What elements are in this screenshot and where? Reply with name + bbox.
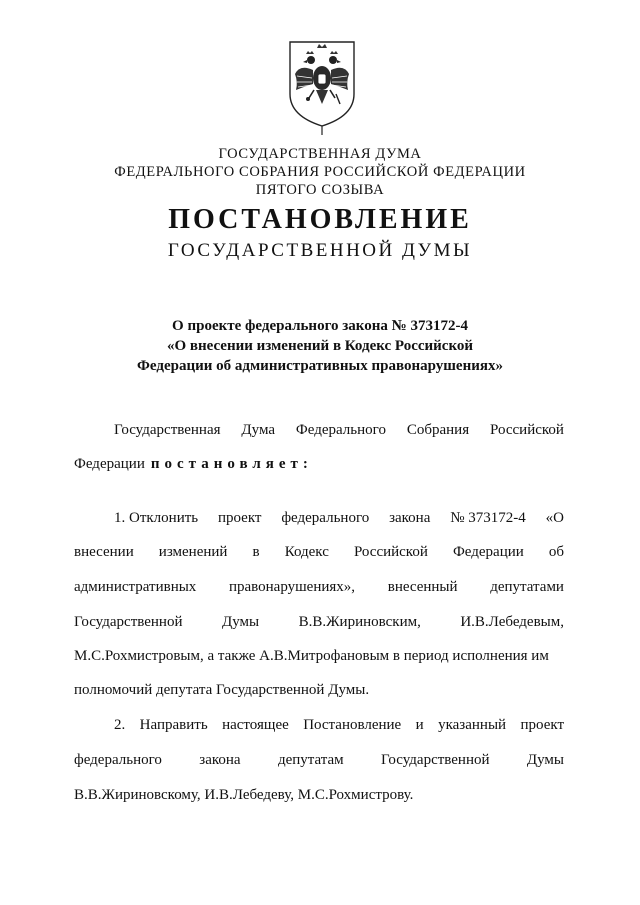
preamble-word: Государственная (114, 422, 221, 438)
document-title: ПОСТАНОВЛЕНИЕ (168, 204, 472, 235)
item1-word: проект (217, 510, 262, 526)
item1-word: изменений (158, 544, 228, 560)
item1-word: № 373172-4 (450, 510, 526, 526)
header-line-duma: ГОСУДАРСТВЕННАЯ ДУМА (218, 146, 422, 162)
item1-word: закона (389, 510, 431, 526)
item2-line-1 (114, 717, 564, 734)
preamble-line-2 (74, 456, 564, 473)
item1-word: Думы (221, 614, 260, 630)
item1-word: внесении (74, 544, 134, 560)
decree-word: постановляет: (150, 456, 313, 472)
item2-word: указанный (438, 717, 507, 733)
item1-word: правонарушениях», (228, 579, 356, 595)
item2-line-3: В.В.Жириновскому, И.В.Лебедеву, М.С.Рохмистрову. (74, 787, 414, 803)
item2-word: федерального (74, 752, 162, 768)
double-headed-eagle-coat-of-arms-icon (284, 38, 360, 138)
item1-line-3 (74, 579, 564, 596)
item1-word: административных (74, 579, 197, 595)
item1-word: Российской (353, 544, 428, 560)
item2-word: настоящее (222, 717, 289, 733)
item1-word: «О (545, 510, 564, 526)
header-line-convocation: ПЯТОГО СОЗЫВА (255, 182, 385, 198)
subject-line-2: «О внесении изменений в Кодекс Российской (166, 338, 474, 354)
item2-word: 2. (114, 717, 126, 733)
preamble-word: Федерального (295, 422, 386, 438)
preamble-line-1 (114, 422, 564, 439)
item1-word: федерального (281, 510, 370, 526)
item1-line-5: М.С.Рохмистровым, а также А.В.Митрофановым в период исполнения им (74, 648, 549, 664)
item2-word: Постановление (303, 717, 402, 733)
item1-line-6: полномочий депутата Государственной Думы. (74, 682, 370, 698)
item1-word: в (252, 544, 260, 560)
item2-word: Государственной (381, 752, 490, 768)
item2-word: Думы (526, 752, 564, 768)
item1-word: об (548, 544, 564, 560)
item2-line-2 (74, 752, 564, 769)
item2-word: закона (199, 752, 241, 768)
subject-line-3: Федерации об административных правонарушениях» (137, 358, 503, 374)
item2-word: депутатам (277, 752, 344, 768)
item2-word: проект (520, 717, 564, 733)
item1-word: В.В.Жириновским, (298, 614, 421, 630)
item1-word: Федерации (452, 544, 524, 560)
item1-word: депутатами (490, 579, 564, 595)
document-subtitle: ГОСУДАРСТВЕННОЙ ДУМЫ (167, 240, 473, 261)
subject-line-1: О проекте федерального закона № 373172-4 (172, 318, 468, 334)
preamble-word: Собрания (406, 422, 470, 438)
item1-line-2 (74, 544, 564, 561)
item1-word: 1. Отклонить (114, 510, 199, 526)
item1-word: И.В.Лебедевым, (460, 614, 564, 630)
item1-word: Кодекс (284, 544, 329, 560)
preamble-word: Российской (490, 422, 564, 438)
item1-line-4 (74, 614, 564, 631)
preamble-word: Дума (241, 422, 276, 438)
preamble-word: Федерации (74, 456, 145, 472)
item2-word: и (415, 717, 424, 733)
header-line-federal-assembly: ФЕДЕРАЛЬНОГО СОБРАНИЯ РОССИЙСКОЙ ФЕДЕРАЦИИ (114, 164, 526, 180)
item1-line-1 (114, 510, 564, 527)
item2-word: Направить (139, 717, 208, 733)
item1-word: внесенный (387, 579, 458, 595)
item1-word: Государственной (74, 614, 183, 630)
